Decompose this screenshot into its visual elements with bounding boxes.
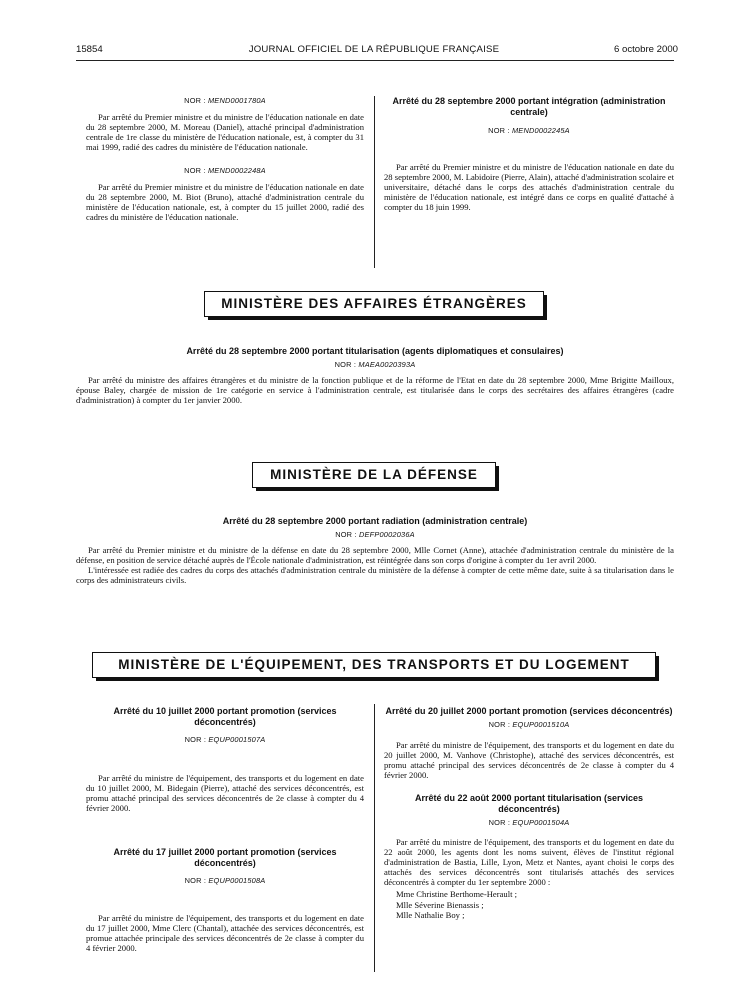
- column-divider-bottom: [374, 704, 375, 972]
- top-left-column: [86, 96, 364, 222]
- decree-title: Arrêté du 28 septembre 2000 portant titularisation (agents diplomatiques et consulaires): [186, 346, 564, 356]
- header-rule: [76, 60, 674, 61]
- decree-text: Par arrêté du Premier ministre et du ministre de l'éducation nationale en date du 28 septembre 2000, M. Labidoire (Pierre, Alain), attaché d'administration scolaire et universitaire, détaché dans le corps des attachés d'administration centrale du ministère de l'éducation nationale, est intégré dans ce corps en qualité d'attaché à compter du 18 juin 1999.: [384, 162, 674, 212]
- nor-reference: NOR : MAEA0020393A: [334, 360, 416, 369]
- decree-title: Arrêté du 17 juillet 2000 portant promotion (services déconcentrés): [113, 847, 337, 868]
- nor-reference: NOR : EQUP0001510A: [488, 720, 570, 729]
- journal-title: JOURNAL OFFICIEL DE LA RÉPUBLIQUE FRANÇAISE: [248, 44, 500, 55]
- decree-text: Par arrêté du ministre de l'équipement, des transports et du logement en date du 20 juillet 2000, M. Vanhove (Christophe), attaché des services déconcentrés, est promu attaché principal des services déconcentrés de 2e classe à compter du 4 février 2000.: [384, 740, 674, 780]
- decree-title: Arrêté du 22 août 2000 portant titularisation (services déconcentrés): [414, 793, 644, 814]
- nor-reference: NOR : MEND0002248A: [184, 166, 266, 175]
- list-item: Mme Christine Berthome-Herault ;: [396, 889, 518, 899]
- decree-text: Par arrêté du ministre de l'équipement, des transports et du logement en date du 17 juillet 2000, Mme Clerc (Chantal), attachée des services déconcentrés, est promue attachée principale des services déconcentrés de 2e classe à compter du 4 février 2000.: [86, 913, 364, 953]
- decree-text: Par arrêté du Premier ministre et du ministre de la défense en date du 28 septembre 2000, Mlle Cornet (Anne), attachée d'administration centrale du ministère de la défense, en position de service détaché auprès de l'École nationale d'administration, est réintégrée dans son corps d'origine à compter du 1er avril 2000.: [76, 545, 674, 565]
- equipement-right-column: [384, 706, 674, 921]
- page-number: 15854: [76, 44, 103, 55]
- ministry-heading-affaires-etrangeres: MINISTÈRE DES AFFAIRES ÉTRANGÈRES: [204, 291, 544, 317]
- decree-title: Arrêté du 10 juillet 2000 portant promotion (services déconcentrés): [113, 706, 337, 727]
- decree-text: L'intéressée est radiée des cadres du corps des attachés d'administration centrale du ministère de la défense à compter de cette même date, suite à sa titularisation dans le corps des administrateurs civils.: [76, 565, 674, 585]
- ministry-heading-equipement: MINISTÈRE DE L'ÉQUIPEMENT, DES TRANSPORTS ET DU LOGEMENT: [92, 652, 656, 678]
- decree-title: Arrêté du 28 septembre 2000 portant intégration (administration centrale): [392, 96, 666, 117]
- nor-reference: NOR : DEFP0002036A: [335, 530, 415, 539]
- defense-section: [76, 516, 674, 585]
- decree-text: Par arrêté du ministre de l'équipement, des transports et du logement en date du 22 août 2000, les agents dont les noms suivent, élèves de l'institut régional d'administration de Bastia, Lille, Lyon, Metz et Nantes, ayant choisi le corps des attachés des services déconcentrés sont titularisés attachés des services déconcentrés à compter du 1er septembre 2000 :: [384, 837, 674, 887]
- equipement-left-column: [86, 706, 364, 953]
- list-item: Mlle Nathalie Boy ;: [396, 910, 465, 920]
- decree-text: Par arrêté du ministre des affaires étrangères et du ministre de la fonction publique et de la réforme de l'Etat en date du 28 septembre 2000, Mme Brigitte Mailloux, épouse Baley, chargée de mission de 1re catégorie en service à l'administration centrale, est titularisée dans le corps des secrétaires des affaires étrangères (cadre d'administration) à compter du 1er janvier 2000.: [76, 375, 674, 405]
- decree-text: Par arrêté du Premier ministre et du ministre de l'éducation nationale en date du 28 septembre 2000, M. Biot (Bruno), attaché d'administration centrale du ministère de l'éducation nationale, est, à compter du 15 juillet 2000, radié des cadres du ministère de l'éducation nationale.: [86, 182, 364, 222]
- top-right-column: [384, 96, 674, 212]
- nor-reference: NOR : EQUP0001507A: [184, 735, 266, 744]
- nor-reference: NOR : MEND0001780A: [184, 96, 266, 105]
- nor-reference: NOR : MEND0002245A: [488, 126, 570, 135]
- decree-title: Arrêté du 28 septembre 2000 portant radiation (administration centrale): [222, 516, 528, 526]
- decree-title: Arrêté du 20 juillet 2000 portant promotion (services déconcentrés): [385, 706, 673, 716]
- nor-reference: NOR : EQUP0001508A: [184, 876, 266, 885]
- ministry-heading-defense: MINISTÈRE DE LA DÉFENSE: [252, 462, 496, 488]
- decree-text: Par arrêté du ministre de l'équipement, des transports et du logement en date du 10 juillet 2000, M. Bidegain (Pierre), attaché des services déconcentrés, est promu attaché principal des services déconcentrés de 2e classe à compter du 4 février 2000.: [86, 773, 364, 813]
- list-item: Mlle Séverine Bienassis ;: [396, 899, 484, 910]
- nor-reference: NOR : EQUP0001504A: [488, 818, 570, 827]
- issue-date: 6 octobre 2000: [613, 44, 678, 55]
- decree-text: Par arrêté du Premier ministre et du ministre de l'éducation nationale en date du 28 septembre 2000, M. Moreau (Daniel), attaché principal d'administration centrale de 1re classe du ministère de l'éducation nationale, est, à compter du 31 mai 1999, radié des cadres du ministère de l'éducation nationale.: [86, 112, 364, 152]
- affaires-etrangeres-section: [76, 346, 674, 405]
- column-divider-top: [374, 96, 375, 268]
